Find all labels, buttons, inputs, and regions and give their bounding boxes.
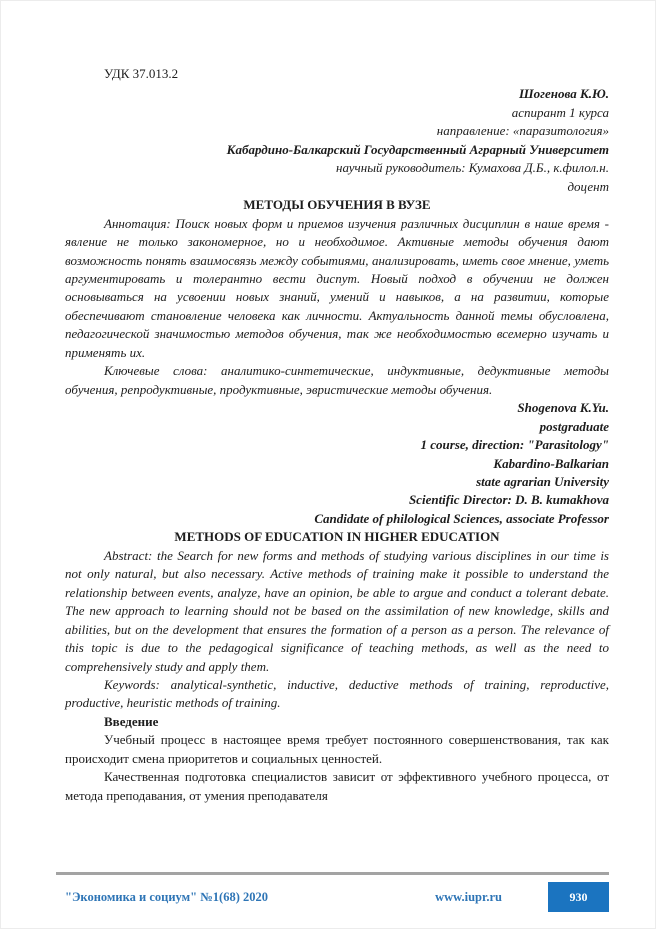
journal-name: "Экономика и социум" №1(68) 2020 xyxy=(65,889,268,904)
journal-website: www.iupr.ru xyxy=(435,889,502,904)
author-supervisor-title-ru: доцент xyxy=(567,178,609,194)
abstract-ru: Аннотация: Поиск новых форм и приемов изучения различных дисциплин в наше время - явление не только закономерное, но и необходимое. Активные методы обучения дают возможность понять взаимосвязь между событиями, анализировать, иметь свое мнение, уметь аргументировать и толерантно вести диспут. Новый подход в обучении не должен основываться на усвоении новых знаний, умений и навыков, а на развитии, которые обеспечивают становление человека как личности. Актуальность данной темы обусловлена, педагогической значимостью методов обучения, так же необходимостью всемерно изучать и применять их. xyxy=(65,215,609,360)
author-supervisor-en: Scientific Director: D. B. kumakhova xyxy=(408,492,609,508)
page-number-badge: 930 xyxy=(548,882,609,912)
keywords-en: Keywords: analytical-synthetic, inductive, deductive methods of training, reproductive, productive, heuristic methods of training. xyxy=(65,676,609,711)
section-heading-introduction: Введение xyxy=(104,713,159,729)
abstract-en: Abstract: the Search for new forms and methods of studying various disciplines in our time is not only natural, but also necessary. Active methods of training make it possible to understand the relationship between events, analyze, have an opinion, be able to argue and conduct a tolerant debate. The new approach to learning should not be based on the assimilation of new knowledge, skills and abilities, but on the development that ensures the formation of a person as a person. The relevance of this topic is due to the pedagogical significance of teaching methods, as well as the need to comprehensively study and apply them. xyxy=(65,547,609,674)
author-university-en-1: Kabardino-Balkarian xyxy=(493,455,609,471)
author-block-en xyxy=(65,399,609,528)
intro-paragraph-2: Качественная подготовка специалистов зависит от эффективного учебного процесса, от метода преподавания, от умения преподавателя xyxy=(65,769,609,803)
footer-row xyxy=(56,882,609,912)
footer-divider xyxy=(56,872,609,875)
author-supervisor-ru: научный руководитель: Кумахова Д.Б., к.филол.н. xyxy=(336,160,609,176)
keywords-ru: Ключевые слова: аналитико-синтетические, индуктивные, дедуктивные методы обучения, репродуктивные, продуктивные, эвристические методы обучения. xyxy=(65,363,609,397)
udc-code: УДК 37.013.2 xyxy=(104,66,179,81)
author-degree-en: postgraduate xyxy=(539,418,609,434)
author-block-ru xyxy=(65,85,609,196)
author-supervisor-title-en: Candidate of philological Sciences, associate Professor xyxy=(314,510,609,526)
page-content xyxy=(65,65,609,805)
page-footer xyxy=(56,872,609,912)
author-university-ru: Кабардино-Балкарский Государственный Аграрный Университет xyxy=(226,141,609,157)
author-name-en: Shogenova K.Yu. xyxy=(517,400,609,416)
author-degree-ru: аспирант 1 курса xyxy=(511,104,609,120)
article-title-en: METHODS OF EDUCATION IN HIGHER EDUCATION xyxy=(174,529,500,545)
author-direction-en: 1 course, direction: "Parasitology" xyxy=(420,437,609,453)
intro-paragraph-1: Учебный процесс в настоящее время требует постоянного совершенствования, так как происходит смена приоритетов и социальных ценностей. xyxy=(65,732,609,766)
author-university-en-2: state agrarian University xyxy=(476,473,609,489)
author-direction-ru: направление: «паразитология» xyxy=(436,123,609,139)
author-name-ru: Шогенова К.Ю. xyxy=(519,86,609,102)
article-title-ru: МЕТОДЫ ОБУЧЕНИЯ В ВУЗЕ xyxy=(243,197,431,213)
